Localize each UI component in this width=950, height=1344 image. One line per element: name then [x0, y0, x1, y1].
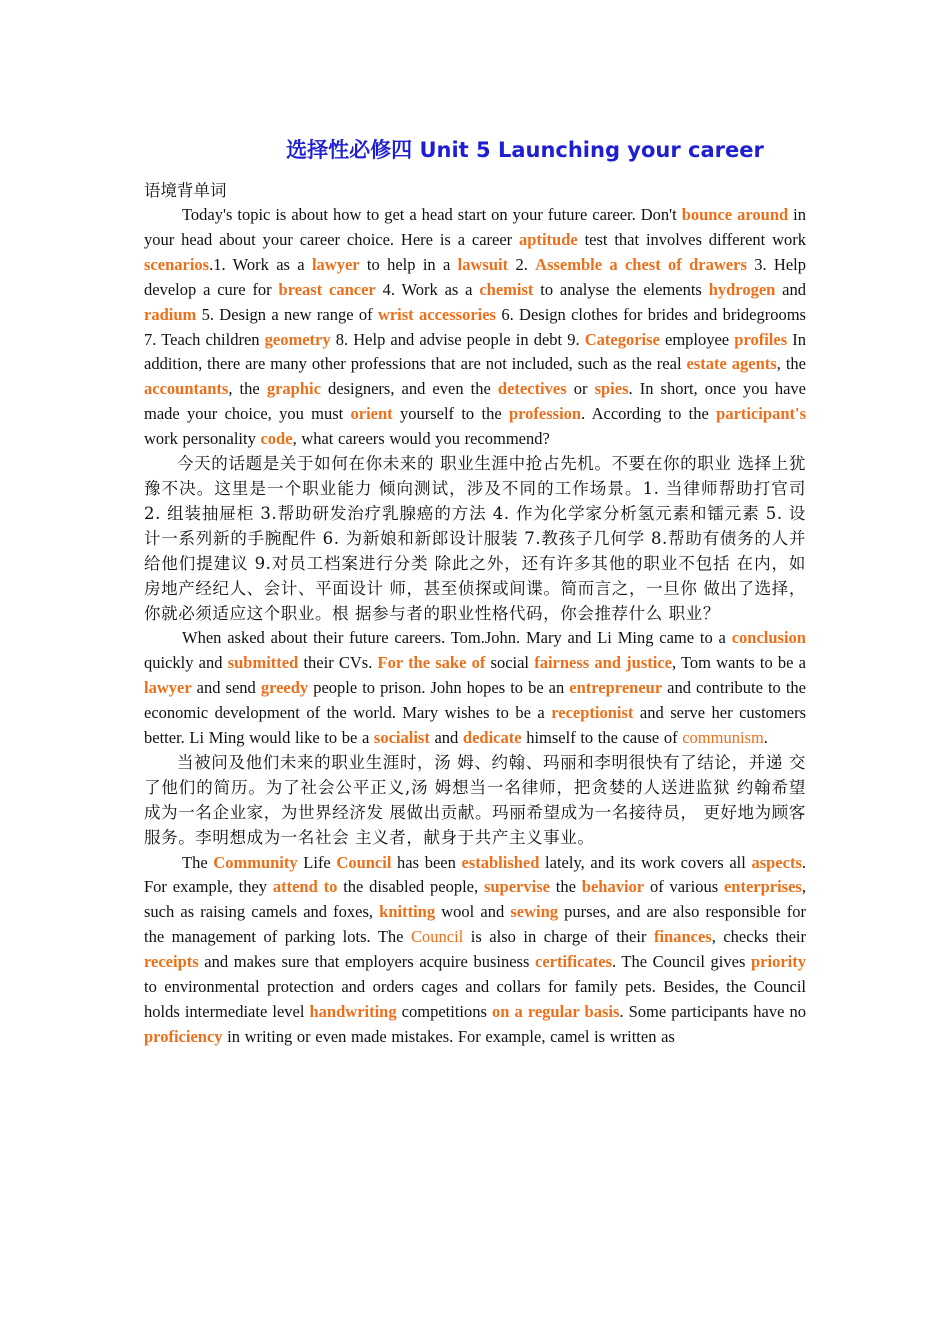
text-run: . For example, they — [144, 852, 807, 897]
text-run: and — [429, 728, 463, 748]
vocab-keyword: Council — [336, 852, 392, 872]
text-run: Life — [297, 852, 337, 872]
text-run: lately, and its work covers all — [539, 852, 752, 872]
vocab-keyword: entrepreneur — [569, 678, 663, 698]
text-run: . The Council gives — [611, 952, 751, 972]
chinese-translation-career-test: 今天的话题是关于如何在你未来的 职业生涯中抢占先机。不要在你的职业 选择上犹豫不决。这里是一个职业能力 倾向测试，涉及不同的工作场景。1. 当律师帮助打官司 2. 组装抽屉柜 3.帮助研发治疗乳腺癌的方法 4. 作为化学家分析氢元素和镭元素 5. 设计一系列新的手腕配件 6. 为新娘和新郎设计服装 7.教孩子几何学 8.帮助有债务的人并给他们提建议 9.对员工档案进行分类 除此之外，还有许多其他的职业不包括 在内，如房地产经纪人、会计、平面设计 师，甚至侦探或间谍。简而言之，一旦你 做出了选择，你就必须适应这个职业。根 据参与者的职业性格代码，你会推荐什么 职业？ — [144, 454, 806, 623]
vocab-keyword: bounce around — [681, 205, 789, 224]
text-run: quickly and — [144, 653, 228, 673]
text-run: 5. Design a new range of — [196, 304, 378, 324]
text-run: to analyse the elements — [533, 279, 709, 299]
text-run: . Some participants have no — [619, 1002, 807, 1021]
text-run: work personality — [144, 429, 261, 449]
text-run: of various — [644, 877, 724, 897]
vocab-keyword: socialist — [373, 728, 430, 748]
text-run: and serve her customers better. Li Ming would like to be a — [144, 703, 806, 748]
document-page — [144, 134, 806, 1050]
vocab-keyword: participant's — [716, 404, 806, 424]
text-run: In addition, there are many other professions that are not included, such as the real — [144, 329, 807, 374]
vocab-keyword: enterprises — [723, 877, 802, 897]
text-run: .1. Work as a — [209, 254, 312, 274]
text-run: , such as raising camels and foxes, — [144, 877, 806, 922]
vocab-keyword: supervise — [483, 877, 550, 897]
text-run: to help in a — [359, 254, 458, 274]
text-run: designers, and even the — [320, 379, 498, 399]
page-title: 选择性必修四 Unit 5 Launching your career — [286, 138, 764, 162]
text-run: . — [763, 728, 768, 748]
text-run: himself to the cause of — [521, 728, 683, 748]
vocab-keyword: greedy — [260, 678, 309, 698]
vocab-keyword: breast cancer — [278, 279, 376, 299]
text-run: in your head about your career choice. Here is a career — [144, 205, 806, 249]
vocab-keyword: behavior — [581, 877, 645, 897]
text-run: 8. Help and advise people in debt 9. — [330, 329, 585, 349]
text-run: , checks their — [711, 927, 806, 947]
vocab-keyword: on a regular basis — [492, 1002, 620, 1021]
text-run: 6. Design clothes for brides and bridegrooms 7. Teach children — [144, 304, 806, 349]
vocab-keyword: detectives — [497, 379, 567, 399]
vocab-keyword: receptionist — [551, 703, 634, 723]
text-run: . According to the — [581, 404, 717, 424]
text-run: The — [182, 852, 214, 872]
vocab-keyword: radium — [144, 304, 197, 324]
vocab-keyword: attend to — [272, 877, 338, 897]
vocab-keyword: profession — [508, 404, 582, 424]
text-run: , the — [228, 379, 267, 399]
vocab-keyword: certificates — [535, 952, 612, 972]
vocab-keyword: dedicate — [462, 728, 522, 748]
text-run: or — [566, 379, 595, 399]
vocab-keyword: aptitude — [519, 229, 578, 249]
vocab-keyword: finances — [653, 927, 712, 947]
text-run: , Tom wants to be a — [671, 653, 806, 673]
text-run: purses, and are also responsible for the management of parking lots. The — [144, 902, 806, 947]
english-paragraph-community-council — [144, 851, 806, 1050]
text-run: When asked about their future careers. Tom.John. Mary and Li Ming came to a — [182, 628, 732, 648]
text-run: and makes sure that employers acquire business — [198, 952, 536, 972]
text-run: in writing or even made mistakes. For example, camel is written as — [222, 1026, 675, 1046]
vocab-keyword: handwriting — [309, 1002, 397, 1021]
vocab-keyword: receipts — [144, 952, 199, 972]
vocab-keyword: lawyer — [144, 678, 192, 698]
vocab-keyword: aspects — [751, 852, 802, 872]
text-run: is also in charge of their — [463, 927, 654, 947]
vocab-keyword: geometry — [264, 329, 331, 349]
vocab-keyword: code — [260, 429, 293, 449]
vocab-keyword: For the sake of — [377, 653, 486, 673]
vocab-keyword: conclusion — [731, 628, 806, 648]
vocab-keyword: accountants — [144, 379, 229, 399]
vocab-keyword: Assemble a chest of drawers — [535, 254, 747, 274]
text-run: and contribute to the economic development of the world. Mary wishes to be a — [144, 678, 806, 723]
vocab-keyword: estate agents — [686, 354, 777, 374]
text-run: has been — [391, 852, 462, 872]
text-run: their CVs. — [298, 653, 378, 673]
text-run: competitions — [396, 1002, 492, 1021]
text-run: to environmental protection and orders cages and collars for family pets. Besides, the Council holds intermediate level — [144, 977, 806, 1021]
section-subheading: 语境背单词 — [144, 181, 227, 200]
vocab-keyword: sewing — [510, 902, 558, 922]
text-run: the — [549, 877, 582, 897]
vocab-keyword: Community — [213, 852, 298, 872]
vocab-keyword: profiles — [734, 329, 788, 349]
vocab-keyword: spies — [594, 379, 629, 399]
vocab-keyword-plain: communism — [682, 728, 764, 748]
text-run: social — [485, 653, 535, 673]
vocab-keyword: lawyer — [311, 254, 360, 274]
text-run: . In short, once you have made your choice, you must — [144, 379, 806, 424]
text-run: yourself to the — [392, 404, 509, 424]
text-run: 4. Work as a — [375, 279, 480, 299]
vocab-keyword: proficiency — [144, 1026, 223, 1046]
vocab-keyword: established — [461, 852, 540, 872]
text-run: Today's topic is about how to get a head start on your future career. Don't — [182, 205, 682, 224]
chinese-translation-future-careers: 当被问及他们未来的职业生涯时，汤 姆、约翰、玛丽和李明很快有了结论，并递 交了他们的简历。为了社会公平正义,汤 姆想当一名律师，把贪婪的人送进监狱 约翰希望成为一名企业家，为世界经济发 展做出贡献。玛丽希望成为一名接待员， 更好地为顾客服务。李明想成为一名社会 主义者，献身于共产主义事业。 — [144, 752, 806, 847]
vocab-keyword: chemist — [479, 279, 534, 299]
text-run: people to prison. John hopes to be an — [308, 678, 570, 698]
vocab-keyword: wrist accessories — [377, 304, 496, 324]
vocab-keyword: lawsuit — [457, 254, 509, 274]
vocab-keyword: submitted — [227, 653, 299, 673]
vocab-keyword: knitting — [379, 902, 436, 922]
vocab-keyword-plain: Council — [411, 927, 464, 947]
english-paragraph-career-test — [144, 203, 806, 452]
text-run: , what careers would you recommend? — [292, 429, 550, 449]
text-run: wool and — [435, 902, 511, 922]
vocab-keyword: Categorise — [584, 329, 660, 349]
vocab-keyword: orient — [350, 404, 393, 424]
text-run: and — [775, 279, 806, 299]
text-run: test that involves different work — [577, 229, 806, 249]
vocab-keyword: fairness and justice — [534, 653, 672, 673]
text-run: 3. Help develop a cure for — [144, 254, 806, 299]
text-run: the disabled people, — [337, 877, 484, 897]
vocab-keyword: scenarios — [144, 254, 210, 274]
vocab-keyword: priority — [750, 952, 806, 972]
english-paragraph-future-careers — [144, 626, 806, 751]
text-run: and send — [191, 678, 261, 698]
text-run: , the — [776, 354, 806, 374]
text-run: employee — [659, 329, 735, 349]
text-run: 2. — [508, 254, 536, 274]
vocab-keyword: graphic — [266, 379, 321, 399]
vocab-keyword: hydrogen — [708, 279, 776, 299]
